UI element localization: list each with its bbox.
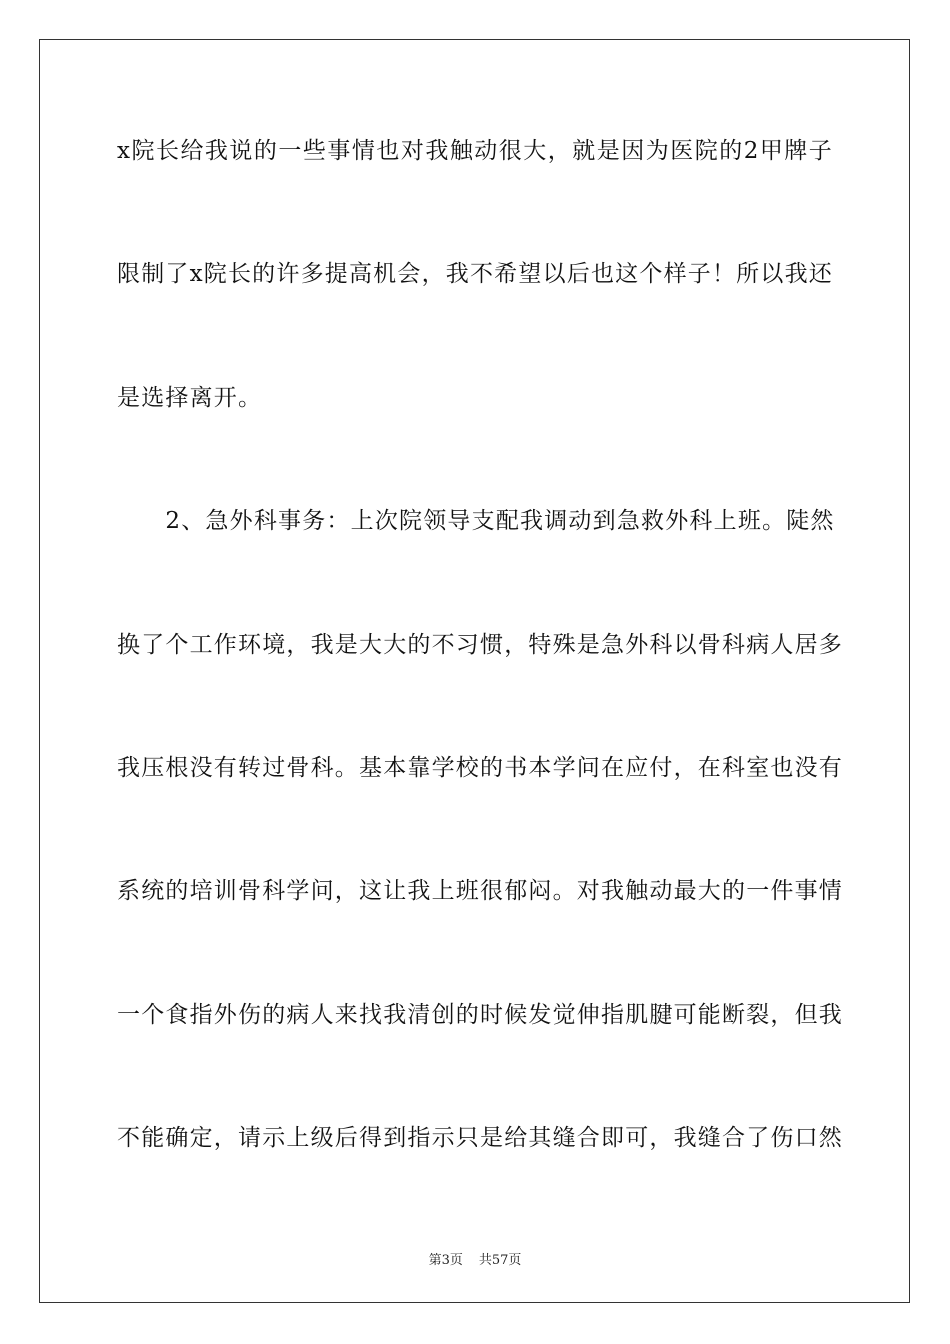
- body-text-line-2: 限制了x院长的许多提高机会，我不希望以后也这个样子！所以我还: [117, 261, 833, 287]
- body-text-line-1: x院长给我说的一些事情也对我触动很大，就是因为医院的2甲牌子: [117, 138, 833, 164]
- body-text-line-7: 系统的培训骨科学问，这让我上班很郁闷。对我触动最大的一件事情: [117, 878, 843, 904]
- page-total: 共57页: [478, 1253, 522, 1268]
- body-text-line-6: 我压根没有转过骨科。基本靠学校的书本学问在应付，在科室也没有: [117, 755, 843, 781]
- body-text-line-5: 换了个工作环境，我是大大的不习惯，特殊是急外科以骨科病人居多: [117, 632, 843, 658]
- page-border: [39, 39, 910, 1303]
- body-text-line-4: 2、急外科事务：上次院领导支配我调动到急救外科上班。陡然: [117, 508, 835, 534]
- page-number: 第3页: [428, 1253, 463, 1268]
- body-text-line-9: 不能确定，请示上级后得到指示只是给其缝合即可，我缝合了伤口然: [117, 1125, 843, 1151]
- body-text-line-8: 一个食指外伤的病人来找我清创的时候发觉伸指肌腱可能断裂，但我: [117, 1002, 843, 1028]
- body-text-line-3: 是选择离开。: [117, 385, 263, 411]
- page-footer: [0, 1249, 950, 1268]
